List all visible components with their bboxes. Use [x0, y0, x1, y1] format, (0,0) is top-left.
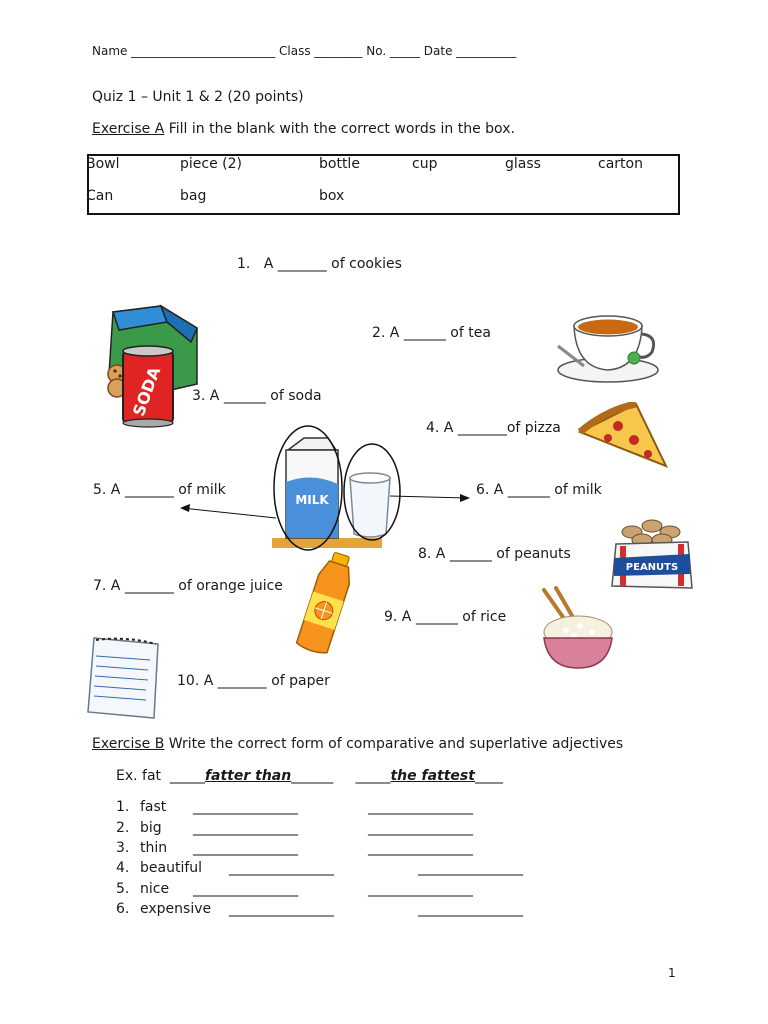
exercise-a-instruction-line [92, 121, 515, 137]
exercise-b-instruction: Write the correct form of comparative and superlative adjectives [164, 736, 624, 752]
exercise-a-heading: Exercise A [92, 121, 165, 137]
exercise-b-item-num: 2. [116, 820, 130, 836]
exercise-b-item-word: nice [140, 881, 170, 897]
word-box-word: piece (2) [180, 156, 242, 172]
comparative-blank: _______________ [229, 901, 334, 917]
rice-bowl-illustration [538, 586, 620, 672]
exercise-b-item-num: 5. [116, 881, 130, 897]
pizza-slice-illustration [578, 402, 668, 468]
exercise-a-item-8: 8. A ______ of peanuts [418, 546, 571, 562]
exercise-b-item-word: big [140, 820, 162, 836]
comparative-blank: _______________ [229, 860, 334, 876]
exercise-b-example: Ex. fat _____fatter than______ _____the fattest____ [116, 768, 503, 784]
exercise-b-item-num: 6. [116, 901, 130, 917]
exercise-a-item-1: 1. A _______ of cookies [237, 256, 402, 272]
superlative-blank: _______________ [368, 840, 473, 856]
word-box-word: cup [412, 156, 438, 172]
exercise-b-instruction-line [92, 736, 623, 752]
example-comparative: fatter than [204, 768, 292, 784]
exercise-a-item-7: 7. A _______ of orange juice [93, 578, 283, 594]
exercise-a-instruction: Fill in the blank with the correct words in the box. [164, 121, 515, 137]
example-superlative: the fattest [390, 768, 475, 784]
superlative-blank: _______________ [368, 820, 473, 836]
exercise-a-item-10: 10. A _______ of paper [177, 673, 330, 689]
quiz-title: Quiz 1 – Unit 1 & 2 (20 points) [92, 89, 304, 105]
comparative-blank: _______________ [193, 840, 298, 856]
comparative-blank: _______________ [193, 799, 298, 815]
cookie-box-and-soda-illustration [105, 304, 201, 428]
word-box-word: bottle [319, 156, 360, 172]
superlative-blank: _______________ [368, 799, 473, 815]
exercise-b-item-word: expensive [140, 901, 212, 917]
superlative-blank: _______________ [368, 881, 473, 897]
milk-carton-label: MILK [295, 493, 329, 507]
exercise-a-item-4: 4. A _______of pizza [426, 420, 561, 436]
milk-carton-and-glass-illustration [176, 422, 476, 554]
exercise-a-item-3: 3. A ______ of soda [192, 388, 322, 404]
tea-cup-illustration [554, 306, 664, 386]
exercise-b-item-word: thin [140, 840, 168, 856]
word-box-word: glass [505, 156, 541, 172]
student-info-line: Name ________________________ Class ________ No. _____ Date __________ [92, 44, 517, 58]
word-box-word: box [319, 188, 345, 204]
exercise-b-item-num: 4. [116, 860, 130, 876]
exercise-b-item-word: fast [140, 799, 167, 815]
example-word: Ex. fat [116, 768, 162, 784]
word-box-word: carton [598, 156, 643, 172]
soda-can-label: SODA [128, 364, 165, 419]
peanuts-bag-illustration [610, 514, 694, 594]
comparative-blank: _______________ [193, 881, 298, 897]
word-box-word: bag [180, 188, 207, 204]
exercise-b-item-word: beautiful [140, 860, 203, 876]
word-box-word: Bowl [86, 156, 120, 172]
orange-juice-bottle-illustration [296, 550, 356, 656]
paper-sheet-illustration [86, 634, 166, 720]
page-number: 1 [668, 966, 676, 980]
exercise-a-item-9: 9. A ______ of rice [384, 609, 507, 625]
comparative-blank: _______________ [193, 820, 298, 836]
superlative-blank: _______________ [418, 860, 523, 876]
exercise-a-item-2: 2. A ______ of tea [372, 325, 491, 341]
word-box [87, 154, 680, 215]
exercise-b-heading: Exercise B [92, 736, 165, 752]
exercise-b-item-num: 1. [116, 799, 130, 815]
exercise-a-item-5: 5. A _______ of milk [93, 482, 226, 498]
peanuts-bag-label: PEANUTS [625, 562, 679, 573]
superlative-blank: _______________ [418, 901, 523, 917]
exercise-b-item-num: 3. [116, 840, 130, 856]
exercise-a-item-6: 6. A ______ of milk [476, 482, 602, 498]
word-box-word: Can [86, 188, 114, 204]
